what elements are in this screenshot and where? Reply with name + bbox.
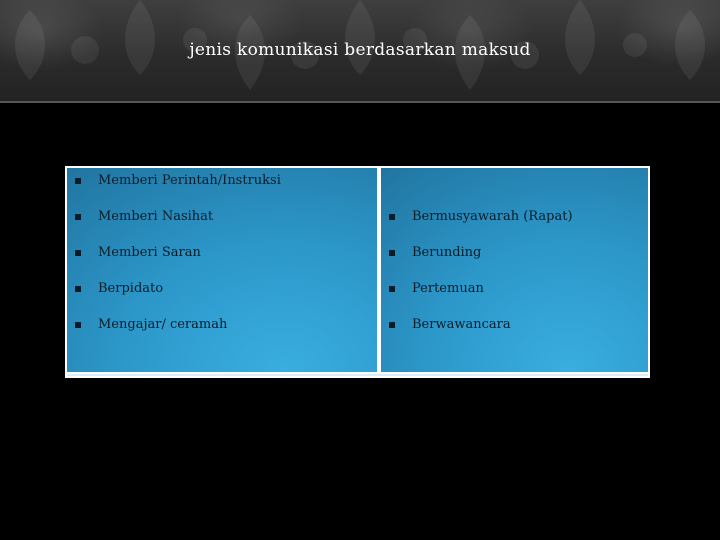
list-item-left: Mengajar/ ceramah	[98, 317, 228, 332]
bullet-icon	[75, 322, 81, 328]
list-item-left: Berpidato	[98, 281, 164, 296]
list-item-left: Memberi Nasihat	[98, 209, 214, 224]
list-item-left: Memberi Perintah/Instruksi	[98, 173, 281, 188]
header-divider	[0, 101, 720, 103]
bullet-icon	[75, 286, 81, 292]
list-item-left: Memberi Saran	[98, 245, 201, 260]
content-table	[65, 166, 650, 378]
bullet-icon	[389, 250, 395, 256]
bullet-icon	[75, 214, 81, 220]
list-item-right: Berunding	[412, 245, 482, 260]
slide-header	[0, 0, 720, 103]
list-item-right: Pertemuan	[412, 281, 484, 296]
table-cell-left	[67, 168, 377, 372]
list-item-right: Berwawancara	[412, 317, 511, 332]
table-cell-right	[381, 168, 648, 372]
table-bottom-row	[67, 374, 648, 376]
slide-title: jenis komunikasi berdasarkan maksud	[189, 40, 531, 60]
list-item-right: Bermusyawarah (Rapat)	[412, 209, 573, 224]
bullet-icon	[389, 214, 395, 220]
bullet-icon	[75, 250, 81, 256]
bullet-icon	[75, 178, 81, 184]
bullet-icon	[389, 322, 395, 328]
bullet-icon	[389, 286, 395, 292]
